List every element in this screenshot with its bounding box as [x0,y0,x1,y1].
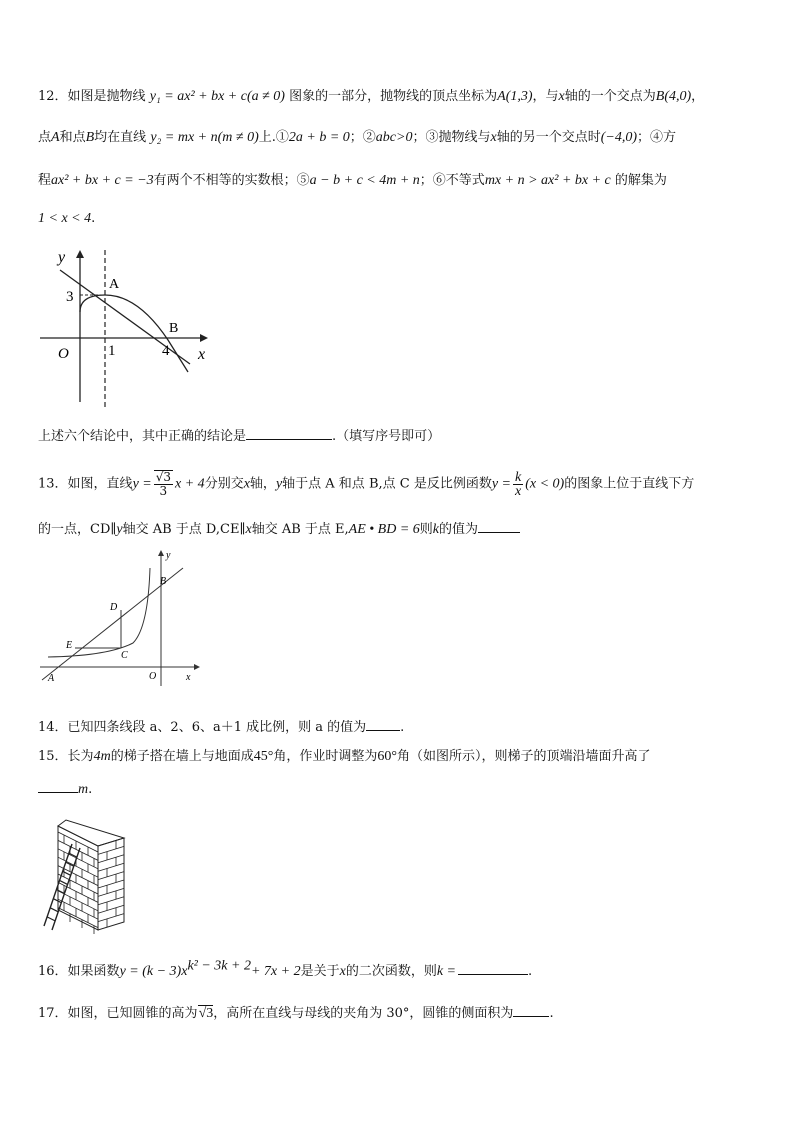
q12-answer-blank[interactable] [246,427,332,440]
q15-line1: 15．长为4m的梯子搭在墙上与地面成45°角，作业时调整为60°角（如图所示），则梯子的顶端沿墙面升高了 [38,749,651,764]
q15-answer-blank[interactable] [38,780,78,793]
label-x: x [198,346,206,363]
label-A: A [109,277,120,292]
q17-number: 17． [38,1006,68,1021]
label-A: A [48,673,55,684]
label-x: x [186,672,191,683]
q17-answer-blank[interactable] [513,1004,549,1017]
q16-number: 16． [38,964,68,979]
y-axis-arrow [158,550,164,556]
q12-line3: 程ax² + bx + c = −3有两个不相等的实数根；⑤a − b + c < 4m + n；⑥不等式mx + n > ax² + bx + c 的解集为 [38,173,667,188]
q12-line4: 1 < x < 4. [38,211,96,226]
label-O: O [149,671,157,682]
q13-line2: 的一点，CD∥y轴交 AB 于点 D,CE∥x轴交 AB 于点 E,AE • BD = 6则k的值为 [38,520,758,539]
label-E: E [66,640,73,651]
q13-line1: 13．如图，直线y = $\frac{√3}{3}$ x + 4分别交x轴，y轴于点 A 和点 B,点 C 是反比例函数y = $\frac{k}{x}$ (x < 0)的图象上位于直线下方 [38,469,695,499]
q12-parabola-equation: y₁ = ax² + bx + c(a ≠ 0) [149,89,285,104]
q12-number: 12． [38,89,68,104]
label-y: y [58,249,66,266]
q12-line2: 点A和点B均在直线 y₂ = mx + n(m ≠ 0)上.①2a + b = 0；②abc>0；③抛物线与x轴的另一个交点时(−4,0)；④方 [38,130,677,145]
x-axis-arrow [200,334,208,342]
q14-line: 14．已知四条线段 a、2、6、a＋1 成比例，则 a 的值为 . [38,720,405,735]
x-axis-arrow [194,664,200,670]
q12-graph [38,242,218,412]
label-y: y [166,550,171,561]
q13-number: 13． [38,476,68,492]
q12-point-b: B(4,0) [655,89,692,104]
q15-wall-ladder-figure [42,812,128,938]
q12-line-equation: y₂ = mx + n(m ≠ 0) [150,130,259,145]
q12-vertex: A(1,3) [497,89,533,104]
label-O: O [58,346,69,362]
q15-line2: m. [38,780,758,799]
label-C: C [121,650,128,661]
q12-line1: 12．如图是抛物线 y₁ = ax² + bx + c(a ≠ 0) 图象的一部分，抛物线的顶点坐标为A(1,3)，与x轴的一个交点为B(4,0)， [38,89,705,104]
label-B: B [169,321,179,336]
q14-number: 14． [38,720,68,735]
q13-answer-blank[interactable] [478,520,520,533]
q17-line: 17．如图，已知圆锥的高为√3，高所在直线与母线的夹角为 30°，圆锥的侧面积为 . [38,1006,554,1021]
label-3: 3 [66,289,74,305]
y-axis-arrow [76,250,84,258]
q12-question: 上述六个结论中，其中正确的结论是 .（填写序号即可） [38,429,441,444]
q16-line: 16．如果函数$y = (k - 3)x^{k^2 - 3k + 2}+ 7x + 2$是关于x的二次函数，则k = . [38,958,533,979]
hyperbola-curve [48,568,150,657]
q13-graph [38,548,208,688]
q15-number: 15． [38,749,68,764]
label-B: B [160,576,167,587]
label-D: D [110,602,118,613]
q14-answer-blank[interactable] [366,718,400,731]
q16-answer-blank[interactable] [458,962,528,975]
label-1: 1 [108,343,116,359]
label-4: 4 [162,343,170,359]
